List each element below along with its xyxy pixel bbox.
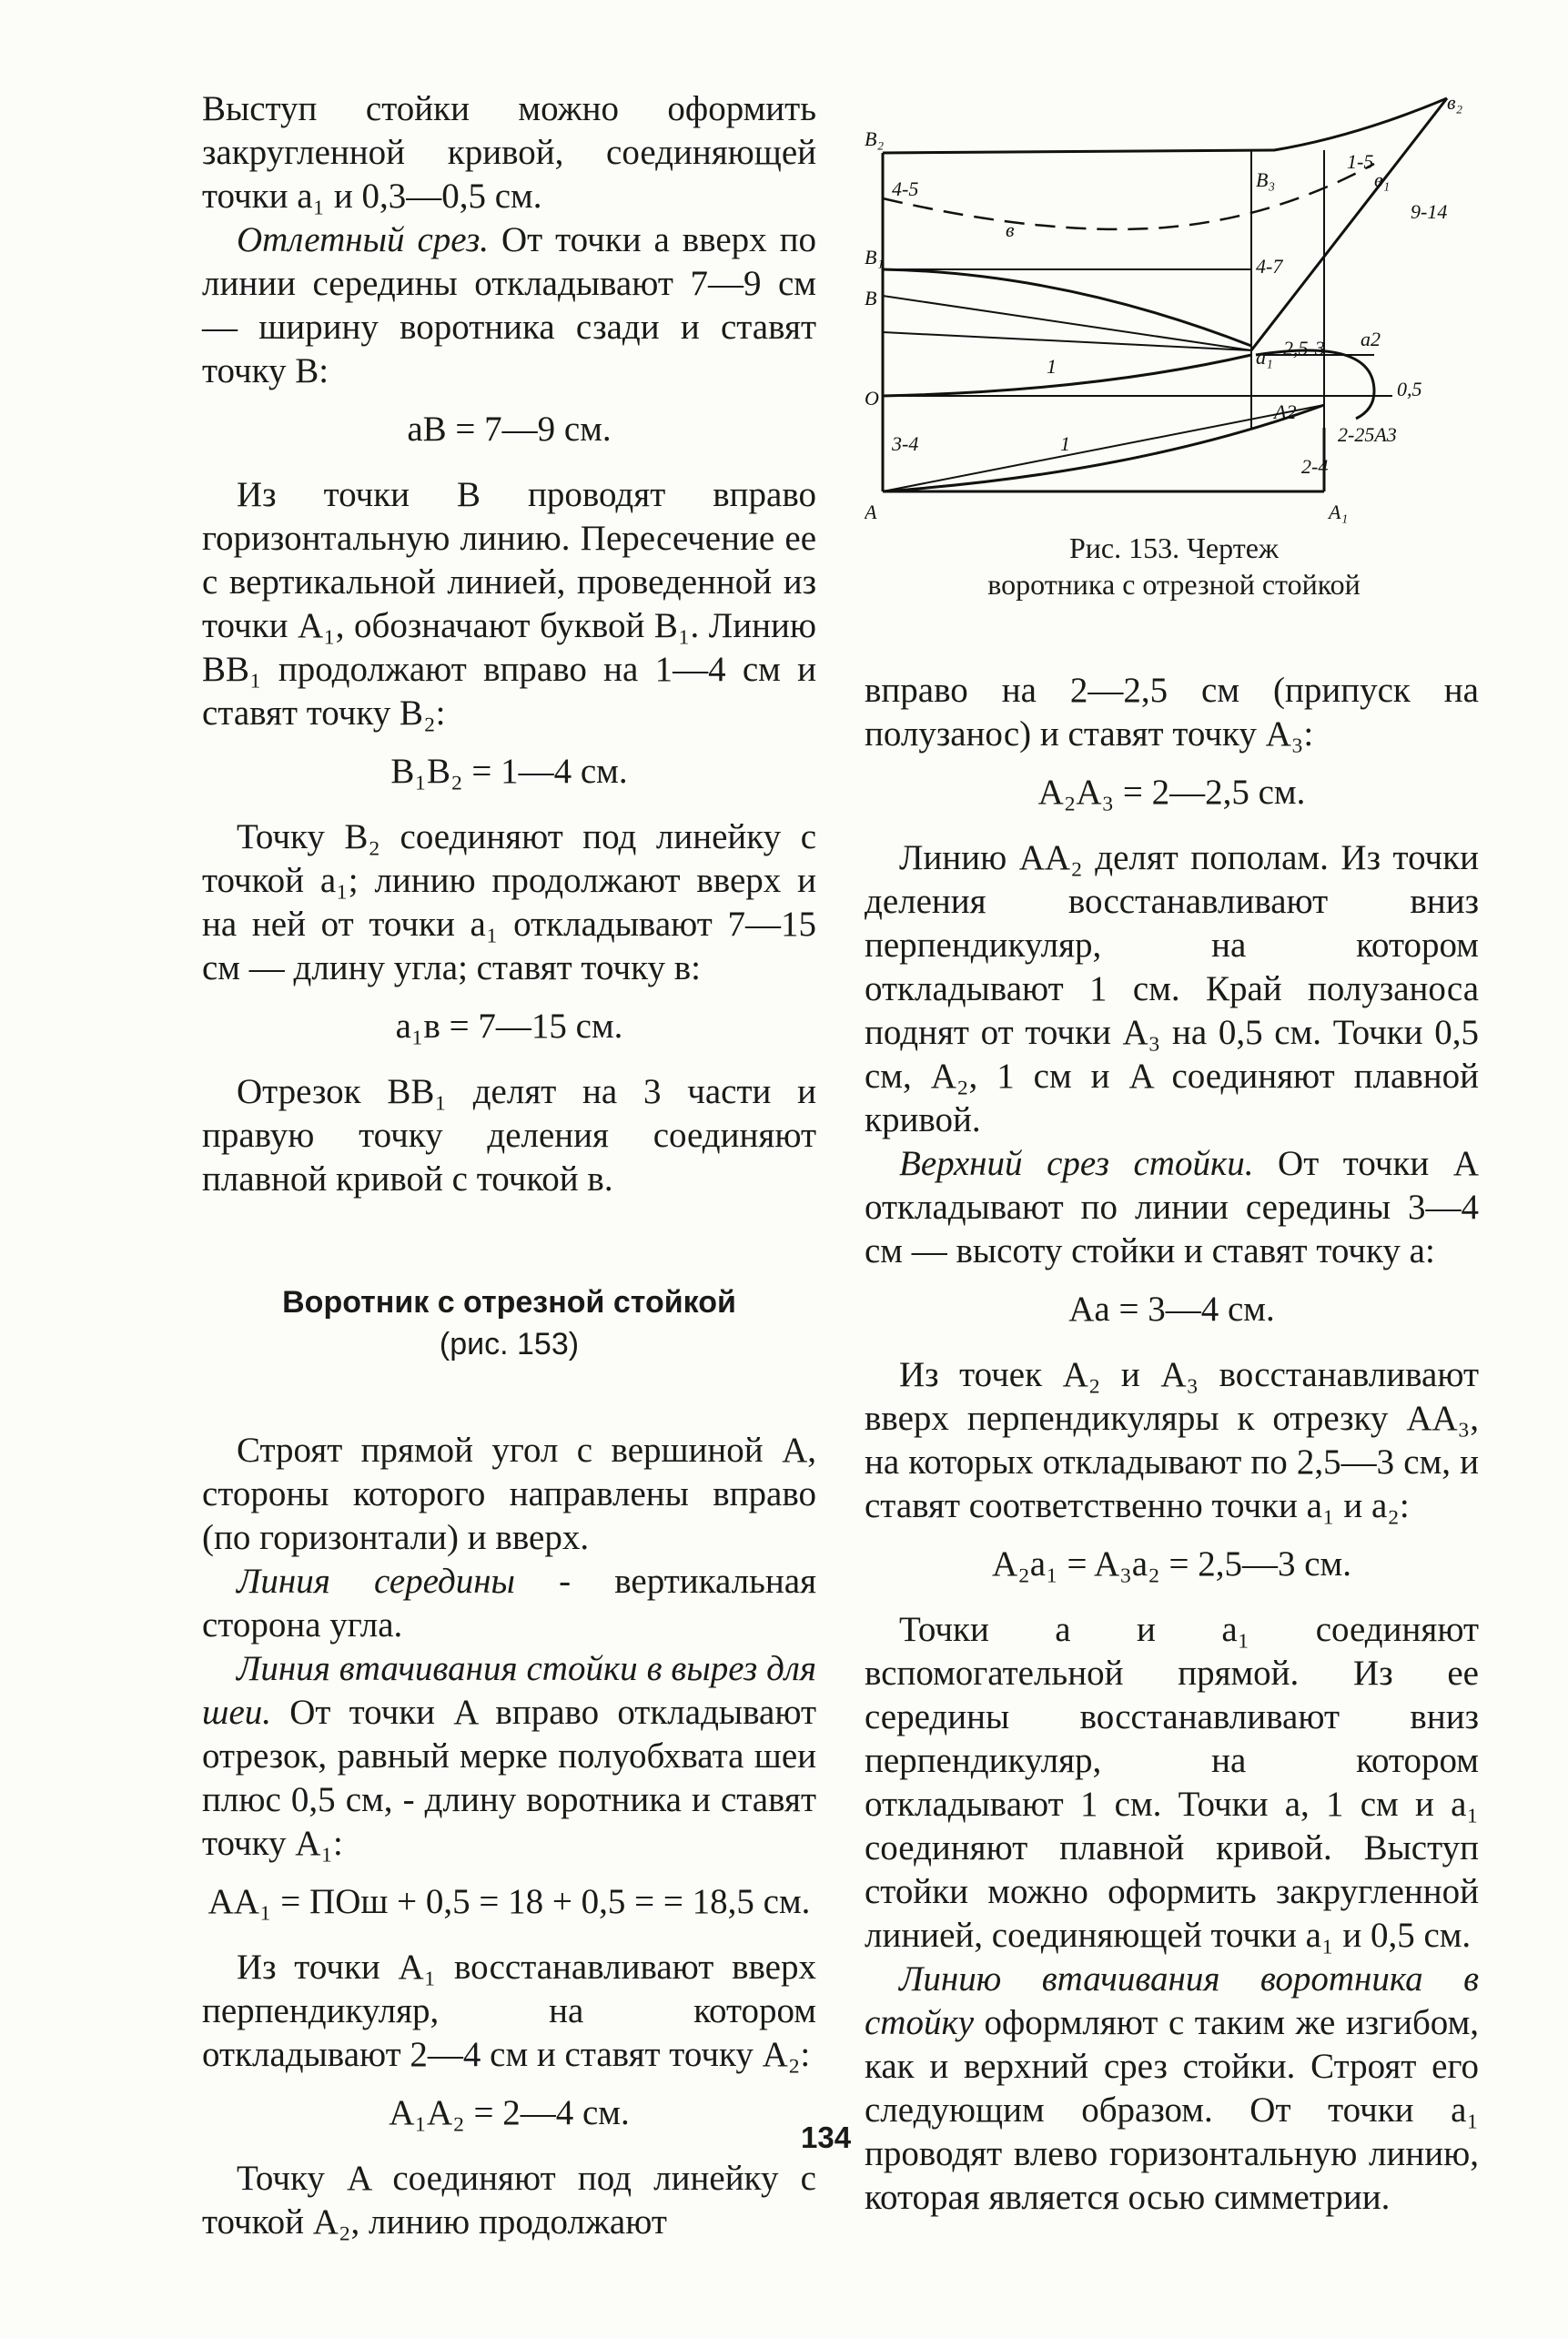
label-a: A [865,501,877,523]
section-title: Воротник с отрезной стойкой [282,1285,736,1320]
label-a1: A₁ [1329,501,1349,523]
caption-line: воротника с отрезной стойкой [987,568,1361,601]
term: Линия середины [237,1562,515,1601]
term: Верхний срез стойки. [899,1144,1254,1183]
label-b1: В₁ [865,246,885,268]
paragraph [202,1647,816,1866]
term: Отлетный срез. [237,220,490,259]
right-column [865,669,1479,2220]
label-small-a1: a₁ [1256,346,1273,369]
left-column [202,87,816,2244]
paragraph: Строят прямой угол с вершиной A, стороны которого направлены вправо (по горизонтали) и вверх. [202,1431,816,1557]
page-number: 134 [801,2120,852,2154]
label-v2: в₂ [1447,91,1463,114]
section-figure-ref: (рис. 153) [439,1327,580,1361]
label-small-a2: a2 [1361,328,1381,350]
paragraph: Линию AA₂ делят пополам. Из точки деления восстанавливают вниз перпендикуляр, на котором откладывают 1 см. Край полузаноса поднят от точки A₃ на 0,5 см. Точки 0,5 см, A₂, 1 см и A соединяют плавной кривой. [865,838,1479,1139]
term: Линия втачивания стойки в вырез для шеи. [202,1649,816,1732]
paragraph-text: От точки a вверх по линии середины откладывают 7—9 см — ширину воротника сзади и ставят точку В: [202,220,816,390]
paragraph: Из точки В проводят вправо горизонтальную линию. Пересечение ее с вертикальной линией, проведенной из точки A₁, обозначают буквой В₁. Линию ВВ₁ продолжают вправо на 1—4 см и ставят точку В₂: [202,475,816,733]
collar-drawing-figure [865,91,1483,528]
paragraph: Выступ стойки можно оформить закругленной кривой, соединяющей точки a₁ и 0,3—0,5 см. [202,89,816,216]
paragraph: Точку В₂ соединяют под линейку с точкой a₁; линию продолжают вверх и на ней от точки a₁ откладывают 7—15 см — длину угла; ставят точку в: [202,817,816,987]
paragraph-text: - вертикальная сторона угла. [202,1562,817,1645]
term: Линию втачивания воротника в стойку [865,1959,1479,2042]
label-v: в [1006,218,1015,241]
figure-caption [874,530,1474,602]
label-dim-3-4: 3-4 [892,432,919,455]
label-dim-1a: 1 [1047,355,1057,378]
paragraph-text: От точки A вправо откладывают отрезок, равный мерке полуобхвата шеи плюс 0,5 см, - длину воротника и ставят точку A₁: [202,1693,816,1863]
label-dim-1b: 1 [1060,432,1070,455]
paragraph: Из точки A₁ восстанавливают вверх перпендикуляр, на котором откладывают 2—4 см и ставят точку A₂: [202,1948,816,2074]
label-dim-4-5: 4-5 [892,177,919,200]
formula: aВ = 7—9 см. [407,410,612,449]
label-v1: в₁ [1374,168,1391,191]
stand-top-curve [883,355,1251,396]
paragraph: Из точек A₂ и A₃ восстанавливают вверх перпендикуляры к отрезку AA₃, на которых откладывают по 2,5—3 см, и ставят соответственно точки a₁ и a₂: [865,1355,1479,1525]
paragraph: Отрезок ВВ₁ делят на 3 части и правую точку деления соединяют плавной кривой с точкой в. [202,1072,816,1199]
paragraph: Точки a и a₁ соединяют вспомогательной прямой. Из ее середины восстанавливают вниз перпендикуляр, на котором откладывают 1 см. Точки a, 1 см и a₁ соединяют плавной кривой. Выступ стойки можно оформить закругленной линией, соединяющей точки a₁ и 0,5 см. [865,1610,1479,1955]
formula: AA₁ = ПОш + 0,5 = 18 + 0,5 = = 18,5 см. [207,1882,811,1921]
label-b2: В₂ [865,127,885,150]
label-dim-2-4: 2-4 [1301,455,1329,478]
paragraph [865,1142,1479,1273]
construction-line [883,405,1324,491]
formula: a₁в = 7—15 см. [395,1007,623,1046]
section-heading [202,1281,816,1365]
label-dim-4-7: 4-7 [1256,255,1283,278]
label-o: О [865,387,879,410]
formula: A₂a₁ = A₃a₂ = 2,5—3 см. [992,1544,1351,1584]
paragraph [202,218,816,393]
label-dim-2-5-3: 2,5-3 [1283,337,1325,359]
paragraph-text: оформляют с таким же изгибом, как и верхний срез стойки. Строят его следующим образом. От точки a₁ проводят влево горизонтальную линию, которая является осью симметрии. [865,2003,1479,2217]
dashed-curve [883,164,1374,229]
label-b3: В₃ [1256,168,1276,191]
paragraph [202,1560,816,1647]
label-a2: A2 [1274,400,1297,423]
paragraph: вправо на 2—2,5 см (припуск на полузанос) и ставят точку A₃: [865,671,1479,754]
outer-edge-line [883,98,1447,153]
corner-line [1251,98,1447,350]
label-dim-9-14: 9-14 [1411,200,1448,223]
paragraph-text: От точки A откладывают по линии середины 3—4 см — высоту стойки и ставят точку a: [865,1144,1479,1270]
label-dim-0-5: 0,5 [1397,378,1422,400]
collar-drawing [865,91,1483,528]
formula: A₂A₃ = 2—2,5 см. [1037,773,1306,812]
paragraph: Точку A соединяют под линейку с точкой A₂, линию продолжают [202,2159,816,2242]
label-dim-1-5: 1-5 [1347,150,1374,173]
label-a3: 2-25A3 [1338,423,1397,446]
label-b: В [865,287,877,309]
formula: Aa = 3—4 см. [1068,1290,1275,1329]
formula: В₁В₂ = 1—4 см. [390,752,628,791]
paragraph [865,1958,1479,2220]
formula: A₁A₂ = 2—4 см. [389,2093,630,2132]
caption-line: Рис. 153. Чертеж [1069,531,1279,564]
